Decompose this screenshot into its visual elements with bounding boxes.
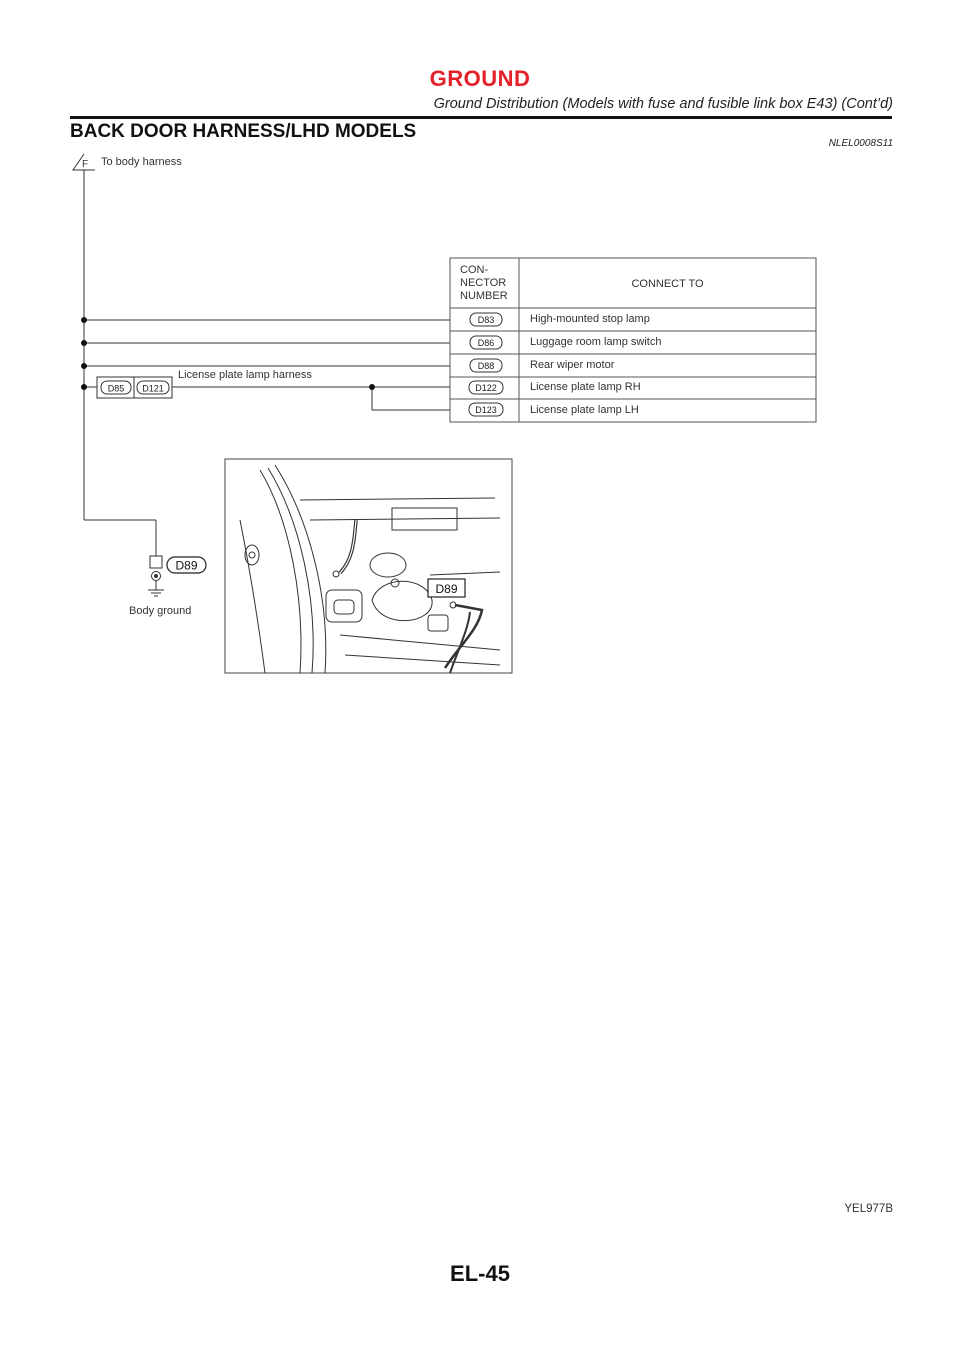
source-marker-f bbox=[73, 154, 95, 170]
page-header-subtitle: Ground Distribution (Models with fuse and fusible link box E43) (Cont’d) bbox=[433, 96, 893, 112]
ground-connector-label: D89 bbox=[175, 558, 198, 573]
source-marker-letter: F bbox=[82, 159, 89, 170]
table-row-connect-to: High-mounted stop lamp bbox=[530, 313, 650, 325]
figure-code: YEL977B bbox=[844, 1203, 893, 1215]
table-row-connect-to: License plate lamp LH bbox=[530, 404, 639, 416]
junction-connector-d121: D121 bbox=[142, 383, 164, 394]
junction-connector-block bbox=[97, 377, 172, 398]
table-connector-d122: D122 bbox=[475, 383, 497, 393]
body-ground-label: Body ground bbox=[129, 605, 192, 617]
ground-location-illustration bbox=[225, 459, 512, 673]
source-label: To body harness bbox=[101, 156, 182, 168]
section-reference-code: NLEL0008S11 bbox=[828, 138, 893, 149]
harness-label: License plate lamp harness bbox=[178, 369, 312, 381]
page-header-title: GROUND bbox=[429, 66, 531, 91]
table-connector-d123: D123 bbox=[475, 405, 497, 415]
table-row-connect-to: License plate lamp RH bbox=[530, 381, 641, 393]
table-header-connector-number: CON- NECTOR NUMBER bbox=[460, 264, 508, 302]
body-ground-symbol bbox=[148, 556, 164, 596]
trunk-wire bbox=[84, 170, 156, 556]
table-connector-d83: D83 bbox=[477, 315, 495, 325]
table-row-connect-to: Rear wiper motor bbox=[530, 359, 615, 371]
page-number: EL-45 bbox=[450, 1261, 510, 1286]
table-connector-d86: D86 bbox=[477, 338, 495, 348]
illustration-connector-label: D89 bbox=[435, 582, 458, 596]
table-header-connect-to: CONNECT TO bbox=[631, 278, 704, 290]
junction-connector-d85: D85 bbox=[107, 383, 125, 394]
table-row-connect-to: Luggage room lamp switch bbox=[530, 336, 662, 348]
table-connector-d88: D88 bbox=[477, 361, 495, 371]
section-title: BACK DOOR HARNESS/LHD MODELS bbox=[70, 121, 417, 142]
ground-connector-d89 bbox=[167, 557, 206, 573]
